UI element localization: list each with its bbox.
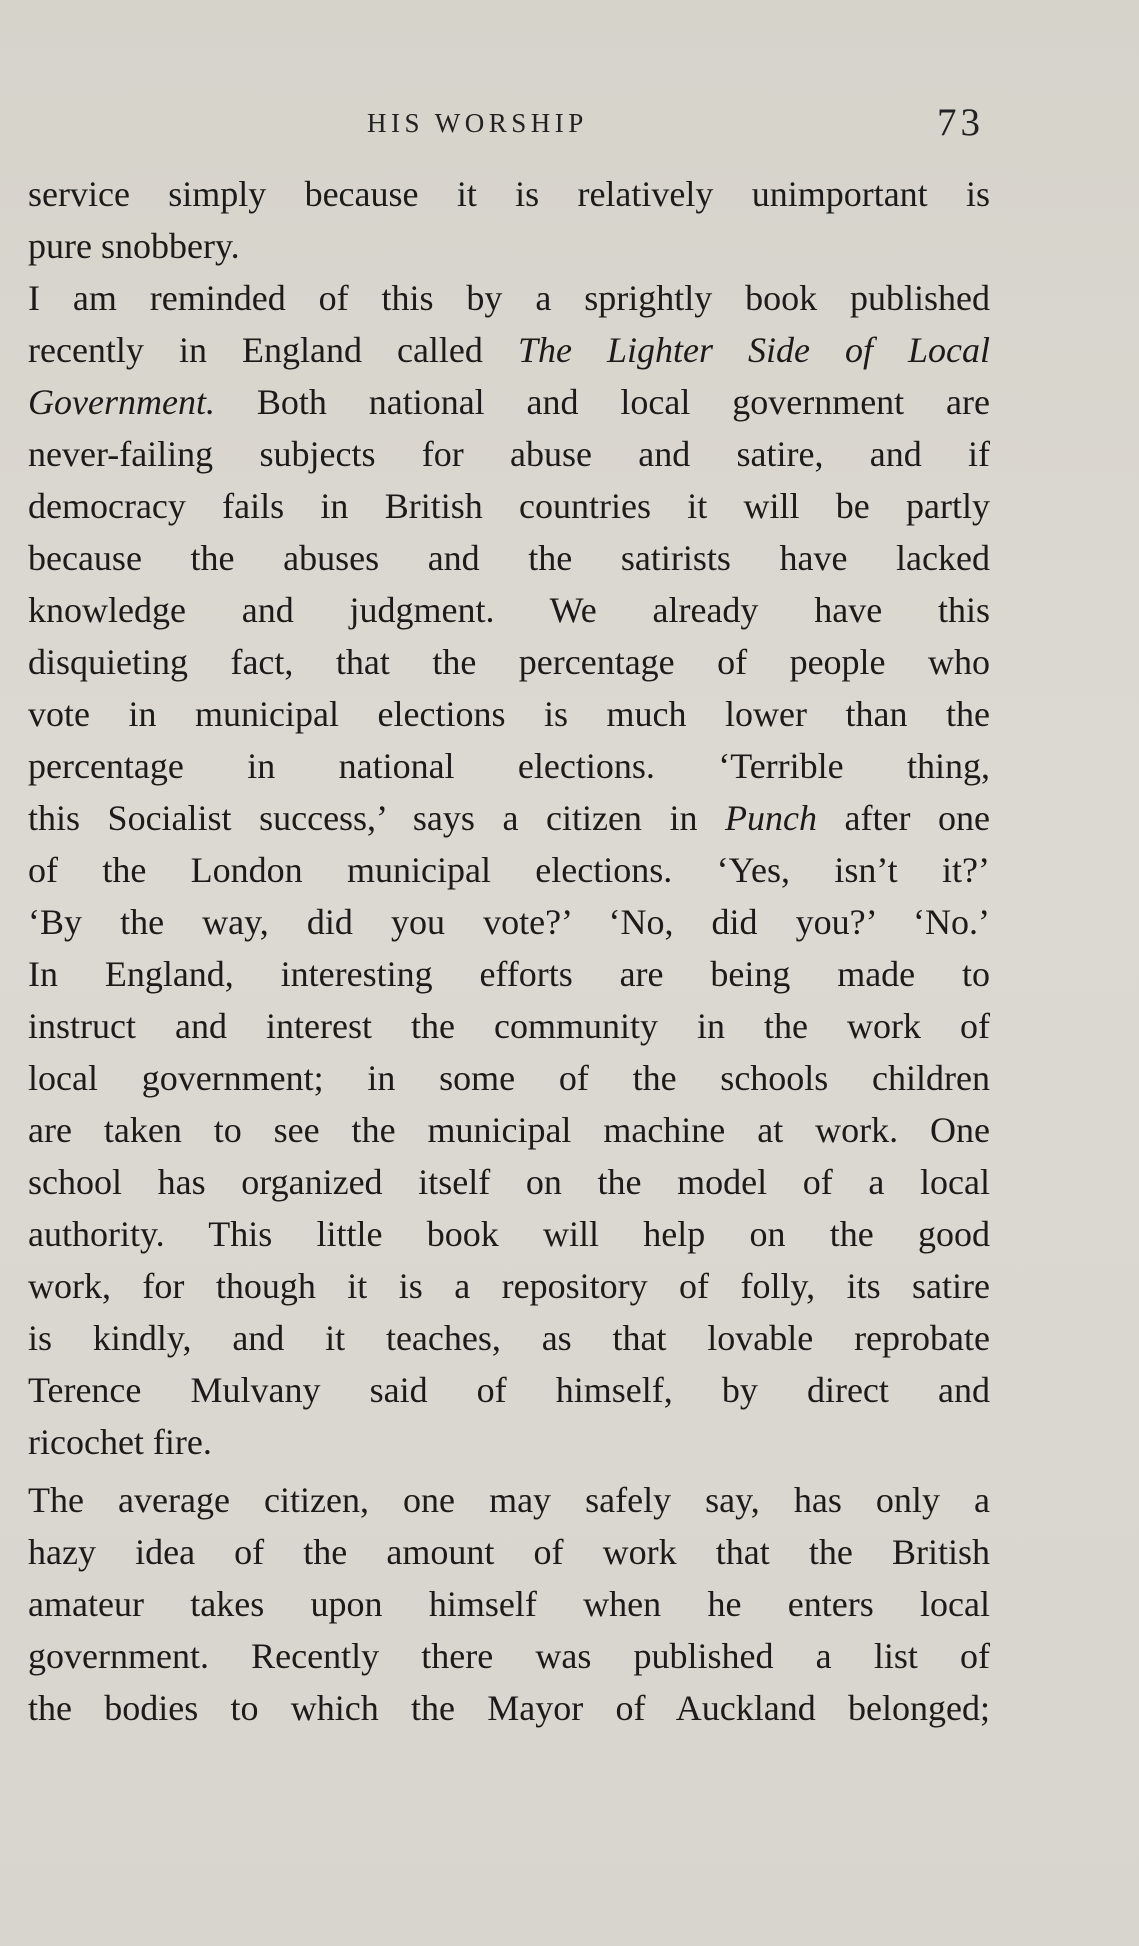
text-run: after one: [844, 798, 991, 838]
text-run: recently in England called: [28, 330, 483, 370]
text-line: school has organized itself on the model of a local: [28, 1162, 990, 1202]
text-line: The average citizen, one may safely say, has only a: [28, 1480, 990, 1520]
text-line: percentage in national elections. ‘Terrible thing,: [28, 746, 990, 786]
text-line: instruct and interest the community in the work of: [28, 1006, 990, 1046]
text-line: vote in municipal elections is much lower than the: [28, 694, 990, 734]
book-title: The Lighter Side of Local: [517, 330, 991, 370]
text-line: never-failing subjects for abuse and satire, and if: [28, 434, 990, 474]
text-line: of the London municipal elections. ‘Yes, isn’t it?’: [28, 850, 990, 890]
text-line: knowledge and judgment. We already have this: [28, 590, 990, 630]
text-run: Both national and local government are: [256, 382, 991, 422]
text-line: ricochet fire.: [28, 1422, 212, 1462]
text-line: [28, 324, 990, 376]
text-run: this Socialist success,’ says a citizen in: [28, 798, 698, 838]
book-title: Government.: [28, 382, 215, 422]
text-line: local government; in some of the schools children: [28, 1058, 990, 1098]
text-line: amateur takes upon himself when he enters local: [28, 1584, 990, 1624]
periodical-title: Punch: [725, 798, 817, 838]
running-head: [0, 100, 1139, 144]
text-line: the bodies to which the Mayor of Auckland belonged;: [28, 1688, 990, 1728]
text-line: is kindly, and it teaches, as that lovable reprobate: [28, 1318, 990, 1358]
text-line: disquieting fact, that the percentage of people who: [28, 642, 990, 682]
text-line: [28, 376, 990, 428]
text-line: are taken to see the municipal machine at work. One: [28, 1110, 990, 1150]
text-line: authority. This little book will help on the good: [28, 1214, 990, 1254]
body-text: [28, 168, 990, 1734]
text-line: Terence Mulvany said of himself, by direct and: [28, 1370, 990, 1410]
text-line: government. Recently there was published a list of: [28, 1636, 990, 1676]
text-line: [28, 792, 990, 844]
text-line: ‘By the way, did you vote?’ ‘No, did you?’ ‘No.’: [28, 902, 990, 942]
running-title: HIS WORSHIP: [367, 108, 588, 138]
text-line: because the abuses and the satirists have lacked: [28, 538, 990, 578]
text-line: hazy idea of the amount of work that the British: [28, 1532, 990, 1572]
text-line: In England, interesting efforts are being made to: [28, 954, 990, 994]
text-line: work, for though it is a repository of folly, its satire: [28, 1266, 990, 1306]
text-line: I am reminded of this by a sprightly book published: [28, 278, 990, 318]
text-line: pure snobbery.: [28, 226, 240, 266]
text-line: service simply because it is relatively unimportant is: [28, 174, 990, 214]
text-line: democracy fails in British countries it will be partly: [28, 486, 990, 526]
page-number: 73: [937, 101, 984, 144]
